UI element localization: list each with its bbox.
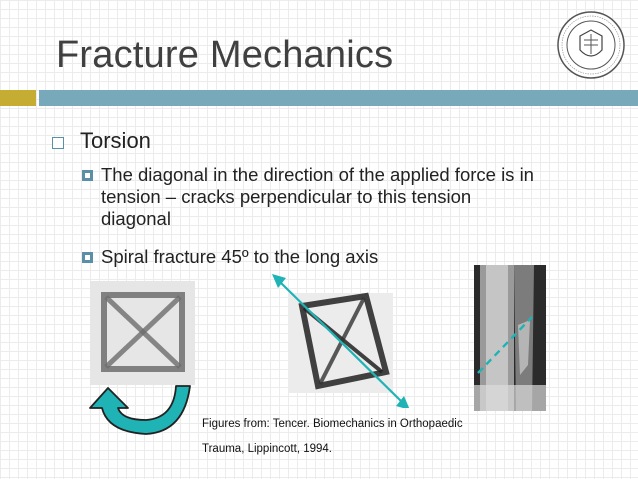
sheared-specimen-figure	[258, 268, 418, 408]
university-seal-icon	[556, 10, 626, 80]
hollow-square-bullet-icon	[52, 137, 64, 149]
sub-bullet-spiral-label: Spiral fracture 45º to the long axis	[101, 246, 379, 267]
square-bullet-icon	[82, 252, 93, 263]
figure-caption-line1: Figures from: Tencer. Biomechanics in Orthopaedic	[202, 418, 463, 430]
title-accent-bar	[0, 90, 36, 106]
slide-title: Fracture Mechanics	[56, 34, 394, 76]
sub-bullet-diagonal-line2: tension – cracks perpendicular to this tension	[101, 186, 472, 207]
sub-bullet-diagonal-line1: The diagonal in the direction of the applied force is in	[101, 164, 534, 185]
square-bullet-icon	[82, 170, 93, 181]
bullet-torsion-label: Torsion	[80, 128, 151, 153]
square-specimen-figure	[90, 281, 195, 385]
figure-caption-line2: Trauma, Lippincott, 1994.	[202, 443, 332, 455]
spiral-fracture-xray-image	[474, 265, 546, 411]
curved-arrow-icon	[86, 382, 206, 442]
sub-bullet-diagonal-line3: diagonal	[101, 208, 171, 229]
title-rule-bar	[39, 90, 638, 106]
